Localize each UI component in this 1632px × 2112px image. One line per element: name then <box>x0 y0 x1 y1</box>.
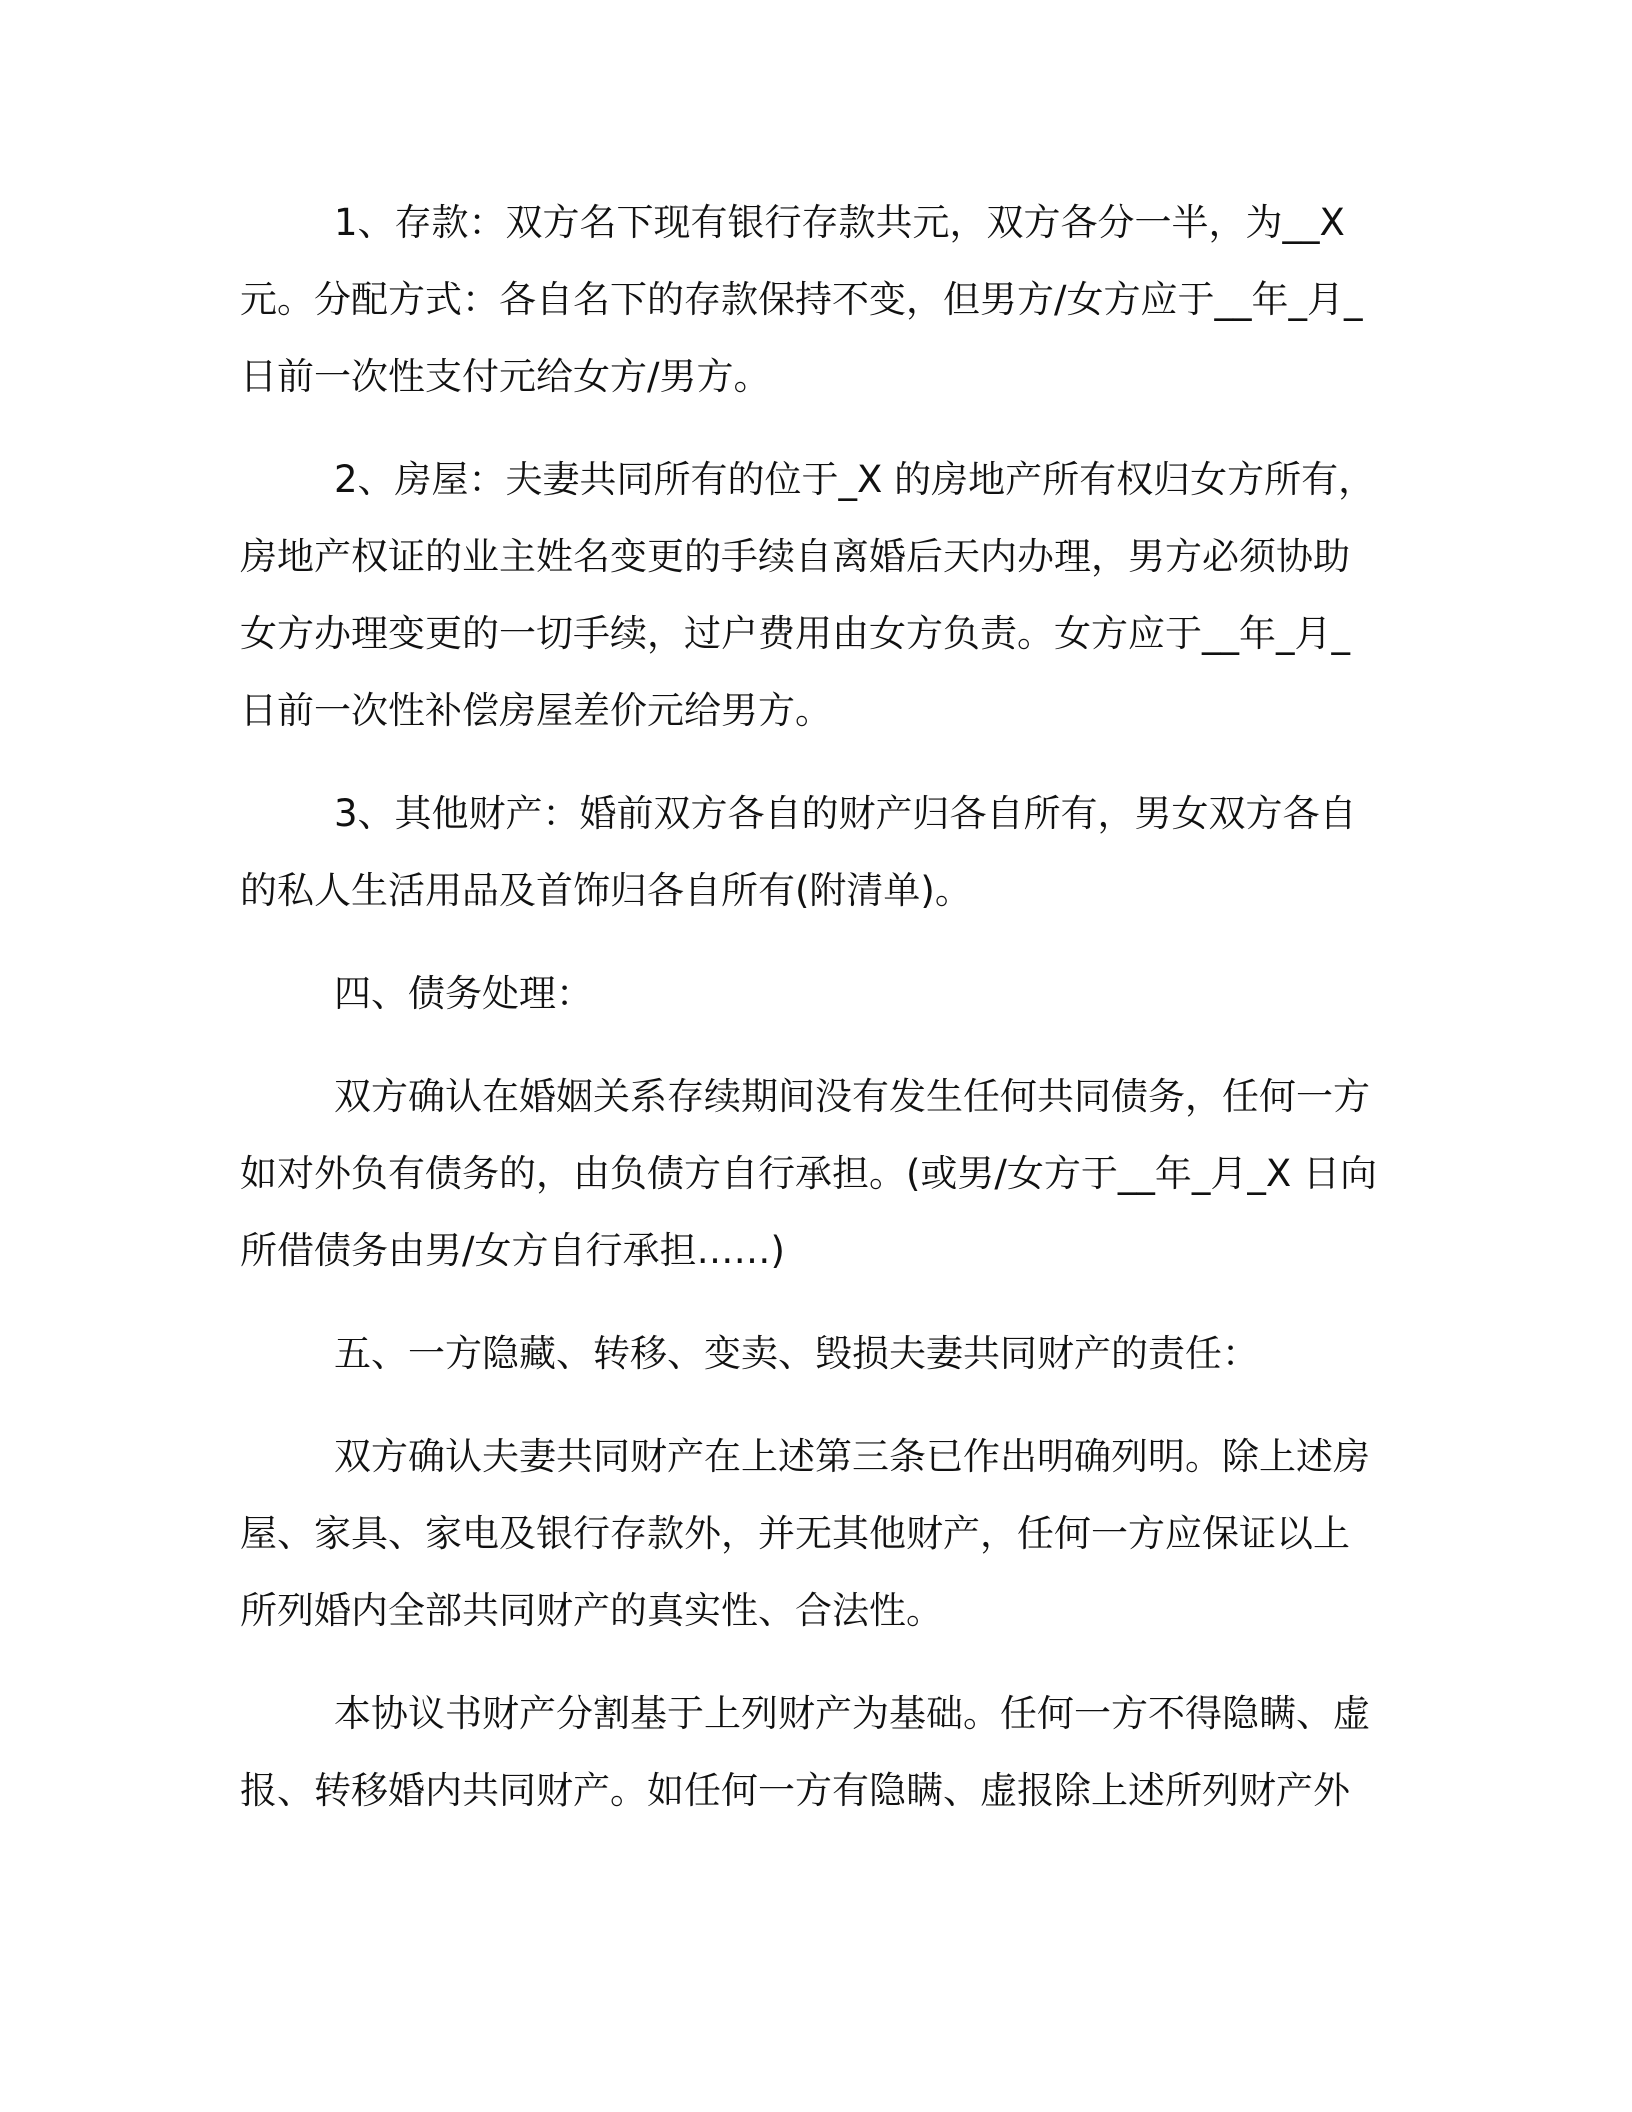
paragraph-agreement-basis <box>240 1675 1400 1829</box>
text-line: 双方确认在婚姻关系存续期间没有发生任何共同债务，任何一方 <box>334 1075 1370 1118</box>
text-line: 元。分配方式：各自名下的存款保持不变，但男方/女方应于__年_月_ <box>240 278 1363 321</box>
text-line: 屋、家具、家电及银行存款外，并无其他财产，任何一方应保证以上 <box>240 1512 1350 1555</box>
text-line: 如对外负有债务的，由负债方自行承担。(或男/女方于__年_月_X 日向 <box>240 1152 1378 1195</box>
text-line: 3、其他财产：婚前双方各自的财产归各自所有，男女双方各自 <box>334 792 1357 835</box>
text-line: 所借债务由男/女方自行承担……) <box>240 1229 785 1272</box>
text-line: 本协议书财产分割基于上列财产为基础。任何一方不得隐瞒、虚 <box>334 1692 1370 1735</box>
paragraph-debt <box>240 1058 1400 1289</box>
text-line: 日前一次性补偿房屋差价元给男方。 <box>240 689 832 732</box>
heading-line: 五、一方隐藏、转移、变卖、毁损夫妻共同财产的责任： <box>334 1332 1259 1375</box>
text-line: 日前一次性支付元给女方/男方。 <box>240 355 771 398</box>
paragraph-confirmation <box>240 1418 1400 1649</box>
text-line: 报、转移婚内共同财产。如任何一方有隐瞒、虚报除上述所列财产外 <box>240 1769 1350 1812</box>
section-heading-liability <box>240 1315 1400 1392</box>
text-line: 女方办理变更的一切手续，过户费用由女方负责。女方应于__年_月_ <box>240 612 1350 655</box>
text-line: 双方确认夫妻共同财产在上述第三条已作出明确列明。除上述房 <box>334 1435 1370 1478</box>
section-heading-debt <box>240 955 1400 1032</box>
text-line: 1、存款：双方名下现有银行存款共元，双方各分一半，为__X <box>334 201 1345 244</box>
paragraph-other-property <box>240 775 1400 929</box>
heading-line: 四、债务处理： <box>334 972 593 1015</box>
paragraph-savings <box>240 184 1400 415</box>
text-line: 2、房屋：夫妻共同所有的位于_X 的房地产所有权归女方所有， <box>334 458 1376 501</box>
text-line: 所列婚内全部共同财产的真实性、合法性。 <box>240 1589 943 1632</box>
paragraph-house <box>240 441 1400 749</box>
text-line: 房地产权证的业主姓名变更的手续自离婚后天内办理，男方必须协助 <box>240 535 1350 578</box>
document-body <box>240 184 1400 1855</box>
text-line: 的私人生活用品及首饰归各自所有(附清单)。 <box>240 869 972 912</box>
